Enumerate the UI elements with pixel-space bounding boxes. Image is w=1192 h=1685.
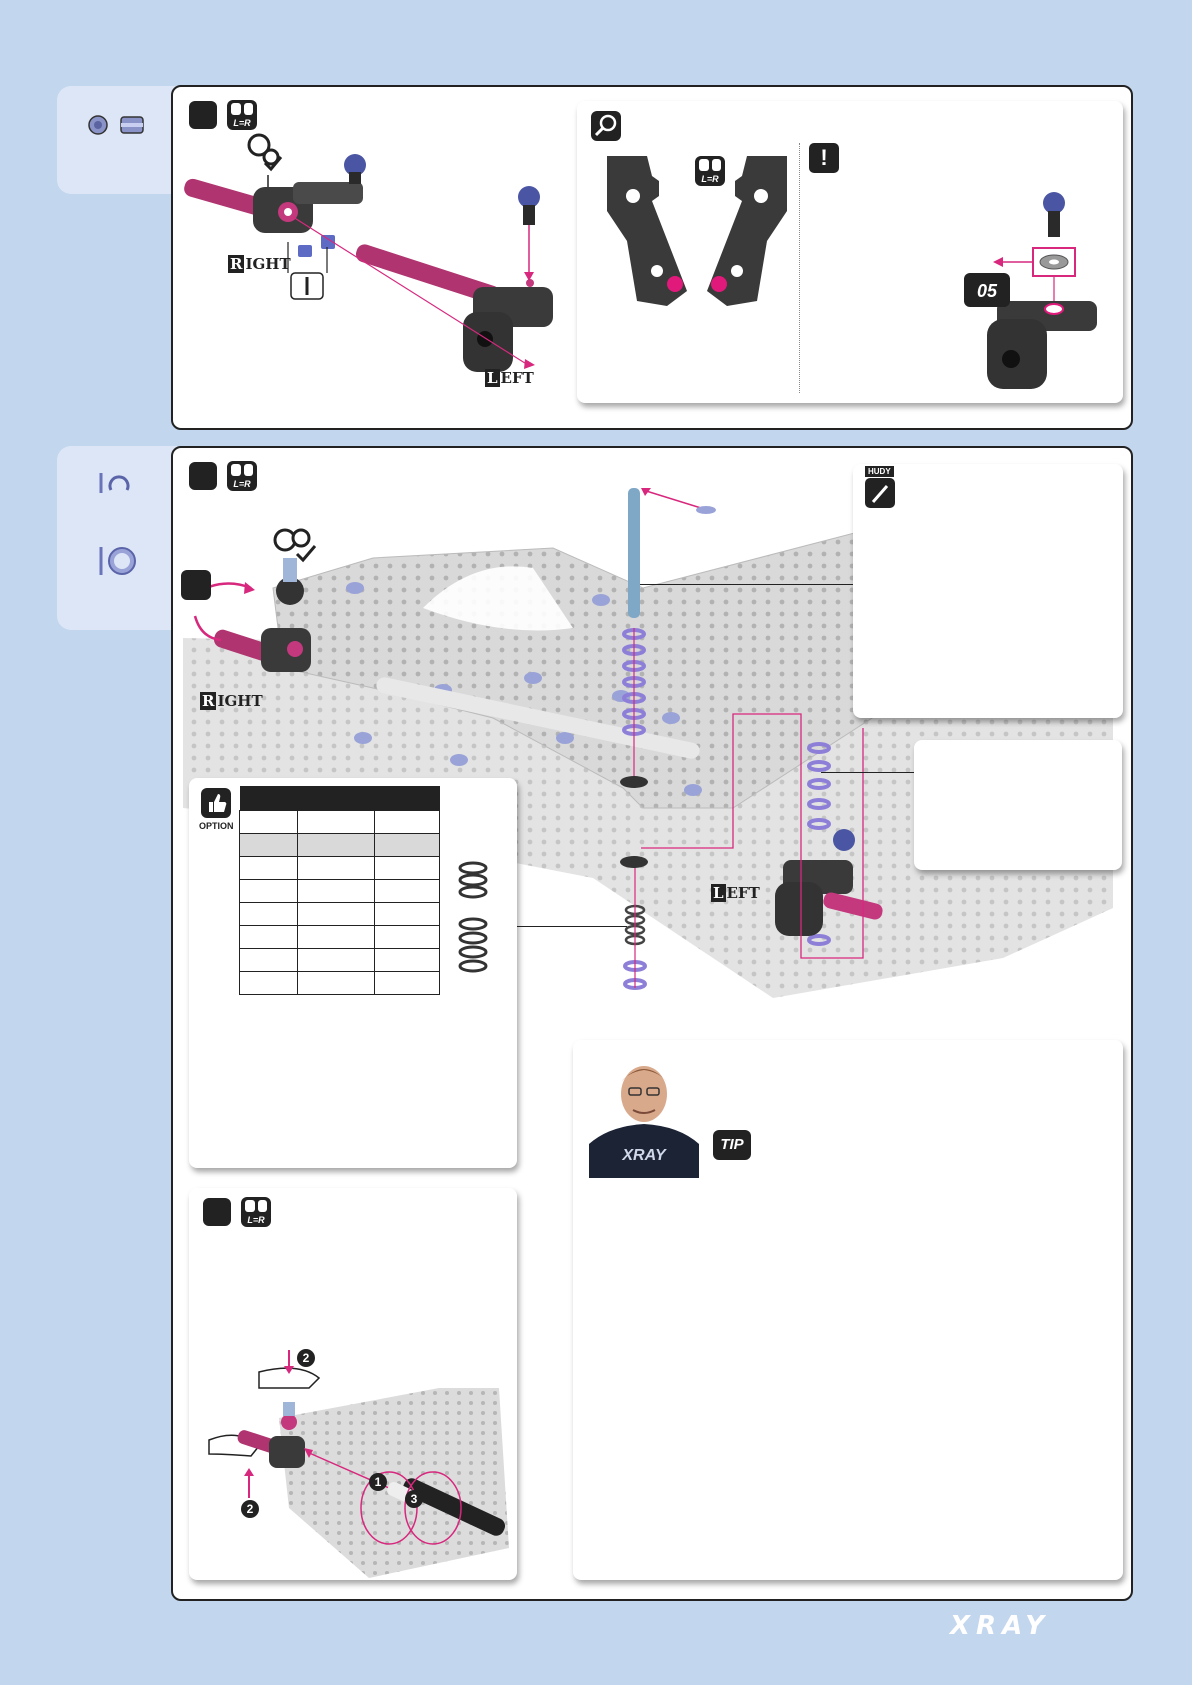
tip-badge: TIP bbox=[713, 1130, 751, 1160]
expert-portrait bbox=[589, 1052, 699, 1178]
section1-side-tab bbox=[57, 86, 177, 194]
divider-dotted bbox=[799, 143, 800, 393]
warning-icon: ! bbox=[809, 143, 839, 173]
spring-option-table bbox=[239, 786, 440, 995]
shim-leader-line bbox=[821, 772, 914, 773]
marker-1: 1 bbox=[369, 1473, 387, 1491]
ballstud-icon bbox=[87, 114, 109, 136]
table-row bbox=[240, 880, 440, 903]
washer-icon bbox=[97, 544, 137, 578]
adjust-tool-icon bbox=[181, 570, 211, 600]
marker-2-bottom: 2 bbox=[241, 1500, 259, 1518]
step-b-card bbox=[189, 1188, 517, 1580]
table-row bbox=[240, 811, 440, 834]
detail-card bbox=[577, 101, 1123, 403]
callout-number-badge: 05 bbox=[964, 273, 1010, 307]
tip-card bbox=[573, 1040, 1123, 1580]
table-row bbox=[240, 834, 440, 857]
adjust-gears-icon-2 bbox=[271, 524, 321, 568]
step-b-left-equals-right-icon: L=R bbox=[241, 1197, 271, 1227]
table-row bbox=[240, 903, 440, 926]
hudy-leader-line bbox=[640, 584, 853, 585]
section2-frame bbox=[171, 446, 1133, 1601]
magnifier-icon bbox=[591, 111, 621, 141]
lr-badge-text: L=R bbox=[233, 118, 251, 128]
left-equals-right-icon-2: L=R bbox=[227, 461, 257, 491]
left-steering-block bbox=[463, 279, 553, 372]
table-header-cell bbox=[240, 786, 298, 811]
spring-leader-line bbox=[517, 926, 627, 927]
option-label: OPTION bbox=[199, 821, 234, 831]
xray-logo: XRAY bbox=[950, 1611, 1051, 1641]
step-number-badge-2 bbox=[189, 462, 217, 490]
ball-stud bbox=[518, 186, 540, 225]
table-row bbox=[240, 857, 440, 880]
step-b-number-badge bbox=[203, 1198, 231, 1226]
detail-left-equals-right-icon: L=R bbox=[695, 156, 725, 186]
section1-frame bbox=[171, 85, 1133, 430]
collet-icon bbox=[120, 116, 144, 134]
table-header-cell bbox=[375, 786, 440, 811]
hudy-tool-card bbox=[853, 464, 1123, 718]
right-side-label: R IGHT bbox=[230, 255, 291, 273]
thumbs-up-icon bbox=[201, 788, 231, 818]
right-side-label-2: R IGHT bbox=[202, 692, 263, 710]
left-side-label: L EFT bbox=[487, 369, 534, 387]
spring-options-illustration bbox=[453, 858, 493, 978]
shirt-logo: XRAY bbox=[622, 1147, 666, 1164]
table-row bbox=[240, 926, 440, 949]
table-header-cell bbox=[297, 786, 375, 811]
left-equals-right-icon bbox=[227, 100, 257, 130]
step-number-badge bbox=[189, 101, 217, 129]
section2-side-tab bbox=[57, 446, 177, 630]
shim-info-card bbox=[914, 740, 1122, 870]
marker-3: 3 bbox=[405, 1490, 423, 1508]
kingpin-removal-illustration bbox=[189, 1348, 517, 1580]
hudy-tool-icon bbox=[865, 478, 895, 508]
hudy-badge: HUDY bbox=[865, 466, 894, 477]
left-side-label-2: L EFT bbox=[713, 884, 760, 902]
table-row bbox=[240, 949, 440, 972]
e-clip-icon bbox=[97, 470, 133, 496]
collet-part-2 bbox=[298, 245, 312, 257]
marker-2-top: 2 bbox=[297, 1349, 315, 1367]
table-row bbox=[240, 972, 440, 995]
